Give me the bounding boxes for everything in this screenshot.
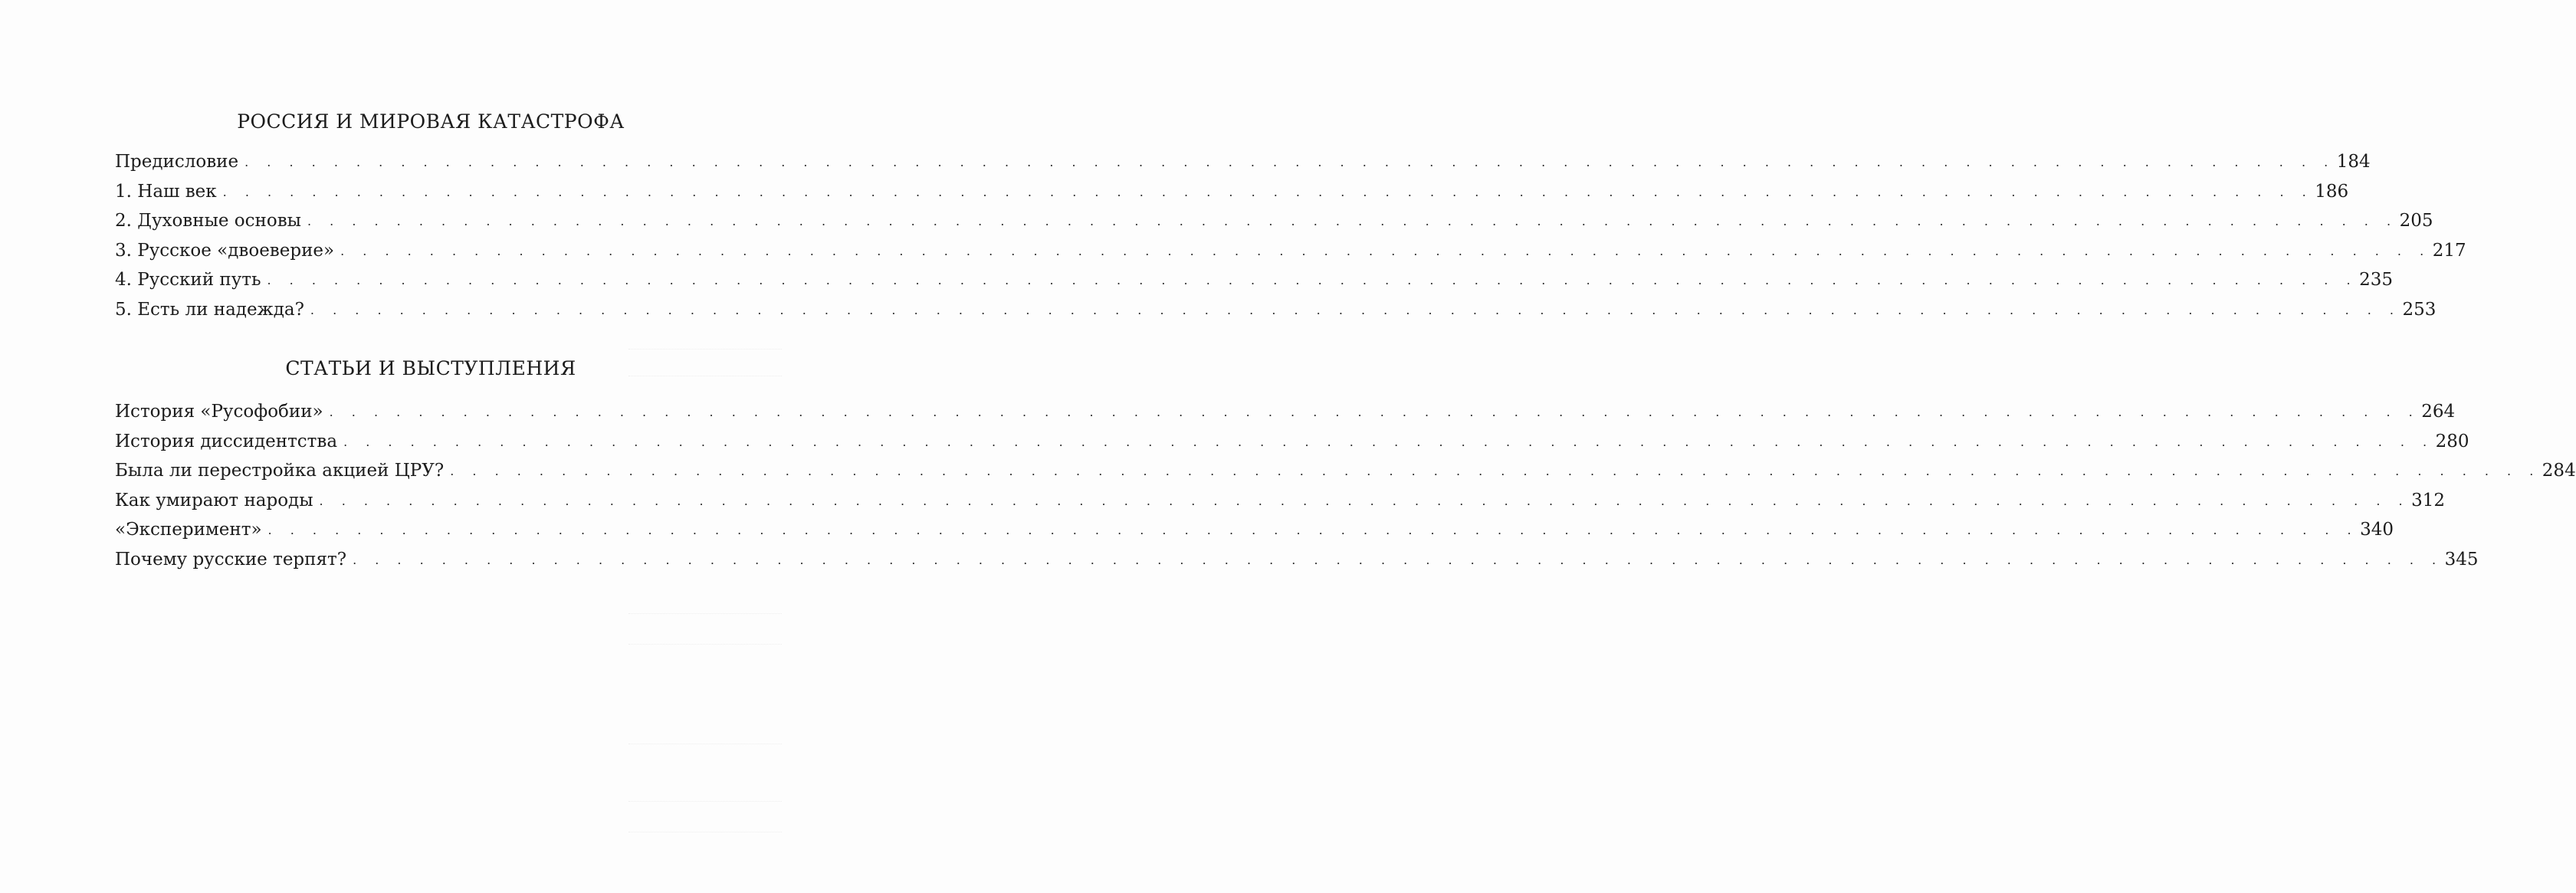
- section-title-articles-and-speeches: СТАТЬИ И ВЫСТУПЛЕНИЯ: [285, 357, 576, 379]
- bleed-through-line: [628, 613, 782, 622]
- dot-leader: . . . . . . . . . . . . . . . . . . . . . . . . . . . . . . . . . . . . . . . . . . . . . . . . . . . . . . . . . . . . . . . . . . . . . . . . . . . . . . . . . . . . . . . . . . . . . .: [307, 214, 2398, 228]
- toc-entry-title: История диссидентства: [115, 431, 338, 451]
- toc-entry-title: 4. Русский путь: [115, 270, 261, 290]
- toc-entry[interactable]: [115, 397, 2456, 426]
- toc-entry-page: 312: [2411, 490, 2446, 511]
- dot-leader: . . . . . . . . . . . . . . . . . . . . . . . . . . . . . . . . . . . . . . . . . . . . . . . . . . . . . . . . . . . . . . . . . . . . . . . . . . . . . . . . . . . . . . . . . . . . . .: [267, 523, 2359, 537]
- toc-entry-title: Почему русские терпят?: [115, 549, 347, 570]
- toc-entry-title: 1. Наш век: [115, 181, 217, 202]
- toc-entry-page: 217: [2432, 240, 2466, 261]
- toc-entry[interactable]: [115, 456, 2576, 485]
- bleed-through-line: [628, 832, 782, 840]
- toc-entry[interactable]: [115, 515, 2394, 544]
- bleed-through-line: [628, 644, 782, 652]
- toc-entry-title: 3. Русское «двоеверие»: [115, 240, 335, 261]
- toc-entry-title: 2. Духовные основы: [115, 211, 301, 231]
- toc-entry-page: 280: [2435, 431, 2469, 451]
- toc-entry[interactable]: [115, 236, 2466, 265]
- toc-entry-title: Предисловие: [115, 152, 239, 172]
- toc-entry[interactable]: [115, 295, 2437, 324]
- toc-entry-page: 186: [2315, 181, 2349, 202]
- toc-entry-page: 264: [2421, 402, 2456, 422]
- dot-leader: . . . . . . . . . . . . . . . . . . . . . . . . . . . . . . . . . . . . . . . . . . . . . . . . . . . . . . . . . . . . . . . . . . . . . . . . . . . . . . . . . . . . . . . . . . . . . .: [310, 302, 2401, 317]
- dot-leader: . . . . . . . . . . . . . . . . . . . . . . . . . . . . . . . . . . . . . . . . . . . . . . . . . . . . . . . . . . . . . . . . . . . . . . . . . . . . . . . . . . . . . . . . . . . . . .: [222, 184, 2314, 199]
- toc-entry-page: 253: [2402, 299, 2437, 320]
- dot-leader: . . . . . . . . . . . . . . . . . . . . . . . . . . . . . . . . . . . . . . . . . . . . . . . . . . . . . . . . . . . . . . . . . . . . . . . . . . . . . . . . . . . . . . . . . . . . . .: [340, 243, 2431, 258]
- toc-entry[interactable]: [115, 265, 2393, 294]
- dot-leader: . . . . . . . . . . . . . . . . . . . . . . . . . . . . . . . . . . . . . . . . . . . . . . . . . . . . . . . . . . . . . . . . . . . . . . . . . . . . . . . . . . . . . . . . . . . . . .: [353, 552, 2443, 567]
- toc-entry-title: Была ли перестройка акцией ЦРУ?: [115, 461, 445, 481]
- toc-entry[interactable]: [115, 545, 2479, 574]
- toc-entry-page: 284: [2542, 461, 2576, 481]
- dot-leader: . . . . . . . . . . . . . . . . . . . . . . . . . . . . . . . . . . . . . . . . . . . . . . . . . . . . . . . . . . . . . . . . . . . . . . . . . . . . . . . . . . . . . . . . . . . . . .: [450, 464, 2541, 478]
- toc-entry[interactable]: [115, 427, 2469, 456]
- toc-entry-title: Как умирают народы: [115, 490, 313, 511]
- toc-entry-page: 340: [2360, 520, 2394, 540]
- dot-leader: . . . . . . . . . . . . . . . . . . . . . . . . . . . . . . . . . . . . . . . . . . . . . . . . . . . . . . . . . . . . . . . . . . . . . . . . . . . . . . . . . . . . . . . . . . . . . .: [267, 273, 2358, 287]
- bleed-through-line: [628, 801, 782, 809]
- dot-leader: . . . . . . . . . . . . . . . . . . . . . . . . . . . . . . . . . . . . . . . . . . . . . . . . . . . . . . . . . . . . . . . . . . . . . . . . . . . . . . . . . . . . . . . . . . . . . .: [244, 155, 2335, 169]
- toc-entry-title: «Эксперимент»: [115, 520, 262, 540]
- toc-entry-title: 5. Есть ли надежда?: [115, 299, 304, 320]
- toc-entry-title: История «Русофобии»: [115, 402, 323, 422]
- dot-leader: . . . . . . . . . . . . . . . . . . . . . . . . . . . . . . . . . . . . . . . . . . . . . . . . . . . . . . . . . . . . . . . . . . . . . . . . . . . . . . . . . . . . . . . . . . . . . .: [343, 434, 2434, 449]
- toc-entry[interactable]: [115, 206, 2433, 235]
- bleed-through-line: [628, 349, 782, 357]
- dot-leader: . . . . . . . . . . . . . . . . . . . . . . . . . . . . . . . . . . . . . . . . . . . . . . . . . . . . . . . . . . . . . . . . . . . . . . . . . . . . . . . . . . . . . . . . . . . . . .: [319, 493, 2410, 508]
- toc-entry-page: 235: [2359, 270, 2393, 290]
- section-title-russia-and-world-catastrophe: РОССИЯ И МИРОВАЯ КАТАСТРОФА: [237, 110, 625, 133]
- toc-entry-page: 205: [2399, 211, 2433, 231]
- bleed-through-line: [628, 744, 782, 752]
- toc-entry[interactable]: [115, 177, 2349, 206]
- dot-leader: . . . . . . . . . . . . . . . . . . . . . . . . . . . . . . . . . . . . . . . . . . . . . . . . . . . . . . . . . . . . . . . . . . . . . . . . . . . . . . . . . . . . . . . . . . . . . .: [329, 405, 2420, 419]
- toc-entry-page: 184: [2336, 152, 2371, 172]
- toc-entry-page: 345: [2444, 549, 2479, 570]
- toc-entry[interactable]: [115, 147, 2371, 176]
- toc-entry[interactable]: [115, 486, 2446, 515]
